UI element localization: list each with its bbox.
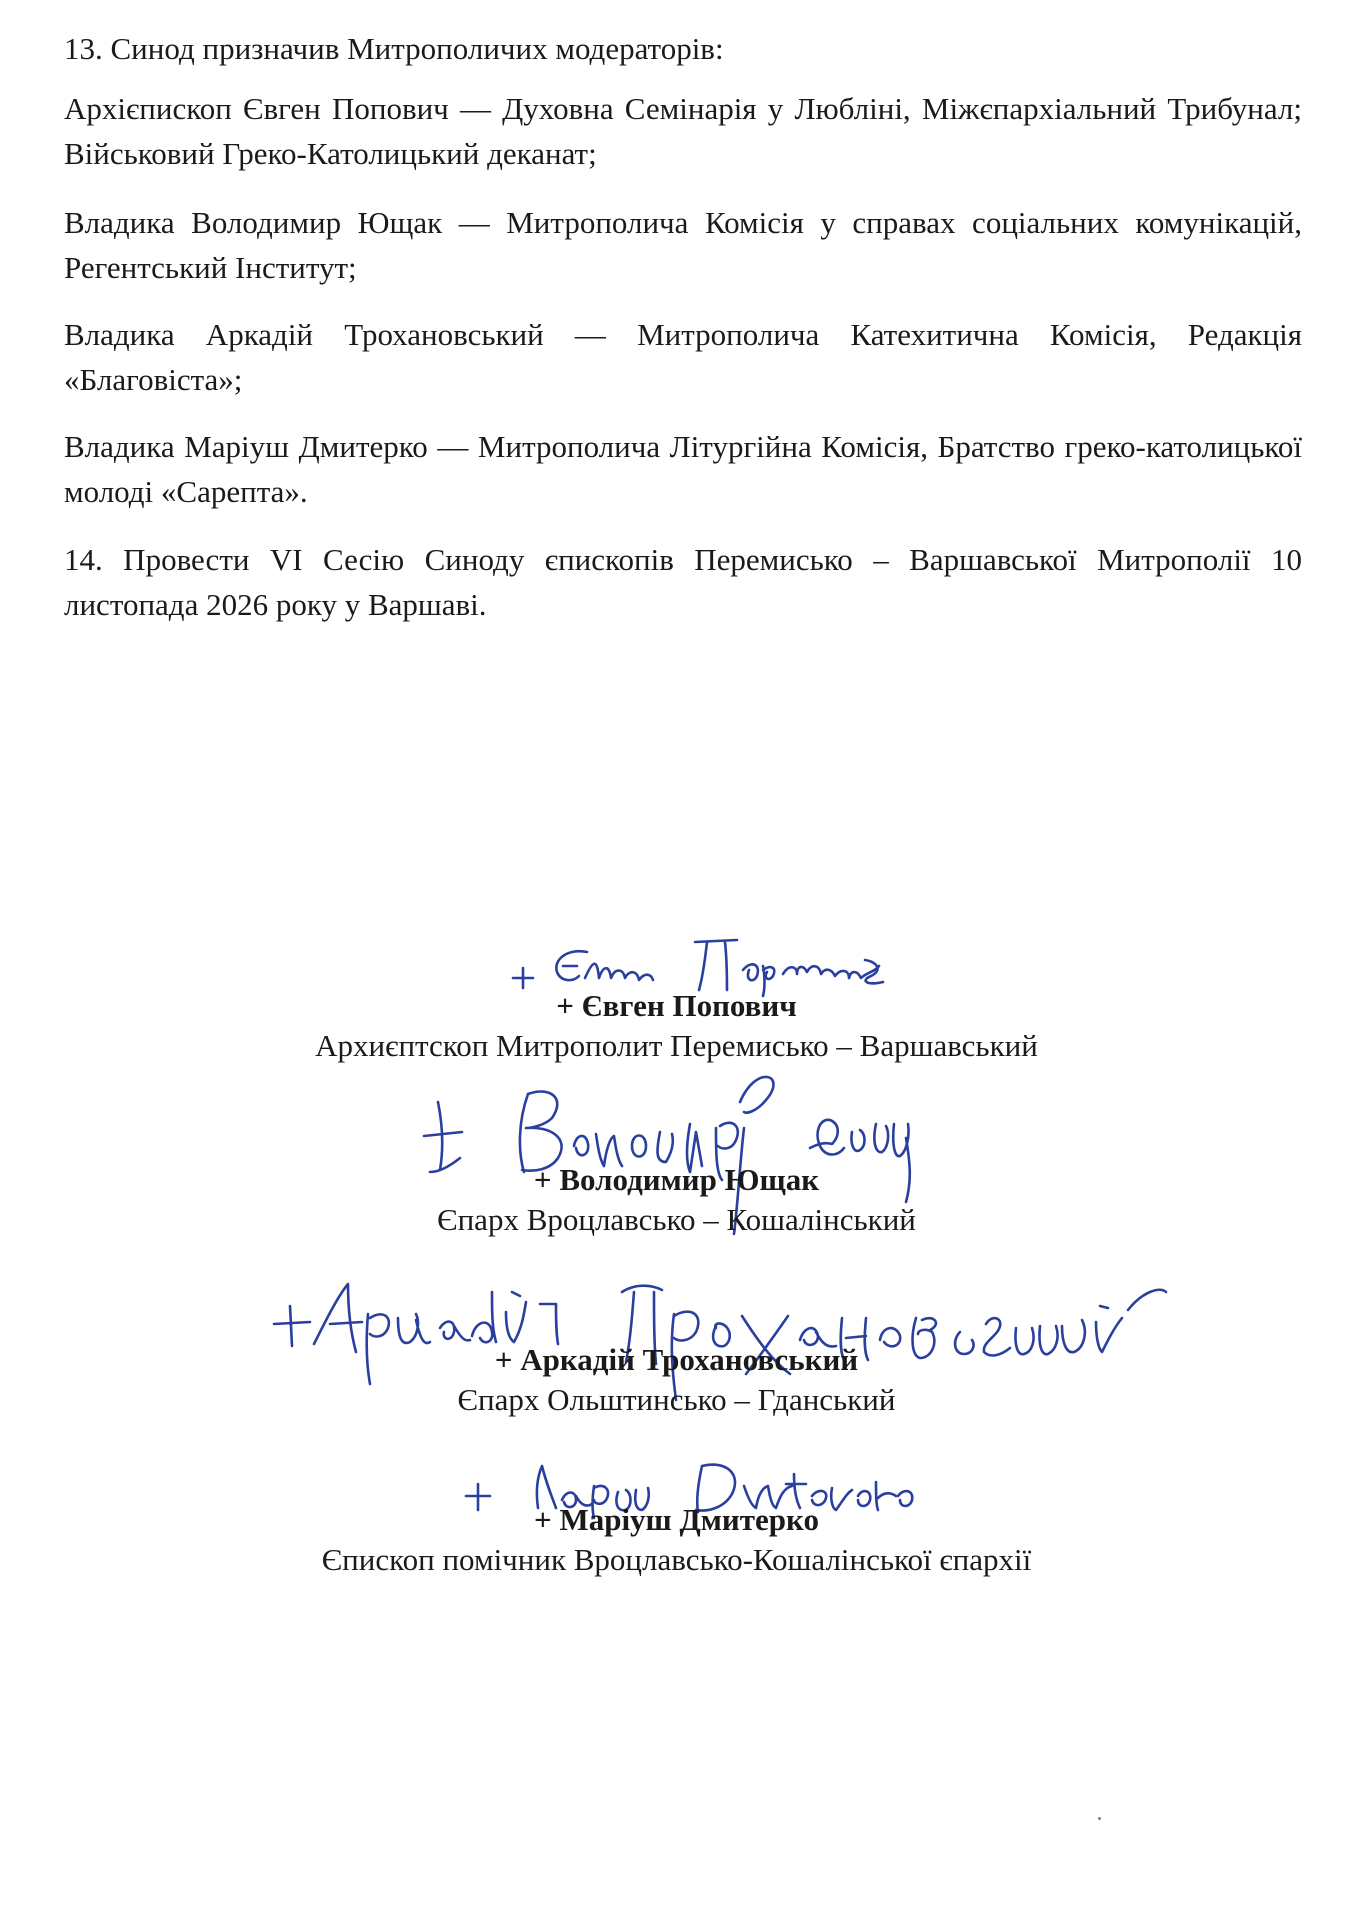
signatory-block-yushchak bbox=[0, 1160, 1353, 1240]
signatory-name: + Аркадій Трохановський bbox=[494, 1342, 859, 1377]
signatory-title: Єпарх Вроцлавсько – Кошалінський bbox=[437, 1202, 916, 1237]
signatory-block-trokhanovskyi bbox=[0, 1340, 1353, 1420]
signatory-title: Єпарх Ольштинсько – Гданський bbox=[457, 1382, 896, 1417]
paragraph-item-13: 13. Синод призначив Митрополичих модераторів: bbox=[64, 31, 724, 66]
signatory-name: + Маріуш Дмитерко bbox=[534, 1502, 819, 1537]
paragraph-yushchak: Владика Володимир Ющак — Митрополича Комісія у справах соціальних комунікацій, Регентський Інститут; bbox=[64, 205, 1302, 285]
paragraph-dmyterko: Владика Маріуш Дмитерко — Митрополича Літургійна Комісія, Братство греко-католицької молоді «Сарепта». bbox=[64, 429, 1302, 509]
signatory-block-popovych bbox=[0, 986, 1353, 1066]
signatory-name: + Володимир Ющак bbox=[533, 1162, 820, 1197]
paragraph-trokhanovskyi: Владика Аркадій Трохановський — Митрополича Катехитична Комісія, Редакція «Благовіста»; bbox=[64, 317, 1302, 397]
scan-speck bbox=[1098, 1817, 1101, 1820]
paragraph-item-14: 14. Провести VI Сесію Синоду єпископів Перемисько – Варшавської Митрополії 10 листопада 2026 року у Варшаві. bbox=[64, 542, 1302, 622]
signatory-title: Архиєптскоп Митрополит Перемисько – Варшавський bbox=[315, 1028, 1038, 1063]
signatory-block-dmyterko bbox=[0, 1500, 1353, 1580]
paragraph-popovych: Архієпископ Євген Попович — Духовна Семінарія у Любліні, Міжєпархіальний Трибунал; Військовий Греко-Католицький деканат; bbox=[64, 91, 1302, 171]
signatory-name: + Євген Попович bbox=[556, 988, 797, 1023]
signatory-title: Єпископ помічник Вроцлавсько-Кошалінської єпархії bbox=[321, 1542, 1032, 1577]
